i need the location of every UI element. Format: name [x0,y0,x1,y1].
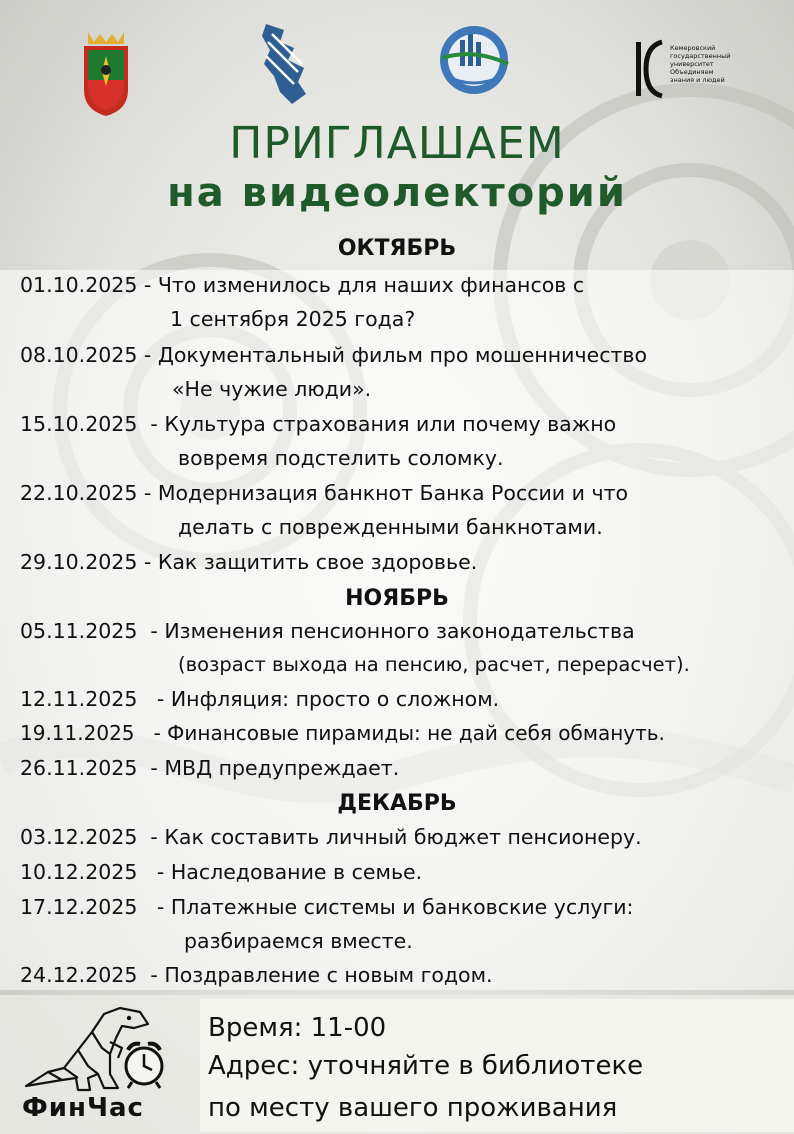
event-title: Изменения пенсионного законодательства [164,619,635,643]
event-date: 17.12.2025 [20,895,138,919]
event-date: 12.11.2025 [20,687,138,711]
event-date: 03.12.2025 [20,825,138,849]
event-title: Как защитить свое здоровье. [157,550,478,574]
event-separator: - [134,721,168,745]
university-mark-icon [634,36,668,102]
schedule-item [20,890,633,958]
university-slogan-line: знания и людей [670,76,725,84]
logo-row [0,14,794,114]
university-name-line: государственный [670,52,731,60]
event-title-cont: (возраст выхода на пенсию, расчет, перерасчет). [178,653,690,676]
event-separator: - [137,619,165,643]
event-title-cont: вовремя подстелить соломку. [178,446,504,470]
event-separator: - [137,895,171,919]
event-separator: - [137,343,158,367]
schedule-item [20,682,499,716]
event-separator: - [137,273,158,297]
schedule-item [20,407,616,475]
schedule-item [20,820,642,854]
event-date: 15.10.2025 [20,412,138,436]
schedule-item [20,476,628,544]
schedule-item [20,958,493,992]
event-title-cont: делать с поврежденными банкнотами. [178,515,603,539]
schedule-item [20,545,477,579]
event-date: 05.11.2025 [20,619,138,643]
event-title: Что изменилось для наших финансов с [157,273,585,297]
event-info-box [200,999,794,1132]
event-date: 24.12.2025 [20,963,138,987]
university-slogan-line: Объединяем [670,68,714,76]
event-date: 22.10.2025 [20,481,138,505]
event-title: Поздравление с новым годом. [164,963,493,987]
event-title: Как составить личный бюджет пенсионеру. [164,825,642,849]
event-title: Наследование в семье. [170,860,423,884]
event-separator: - [137,687,171,711]
university-name-line: университет [670,60,714,68]
title-line-1: ПРИГЛАШАЕМ [229,118,565,169]
schedule-item [20,268,584,336]
event-title: Финансовые пирамиды: не дай себя обмануть. [167,721,665,745]
event-title: Платежные системы и банковские услуги: [170,895,634,919]
event-title: Модернизация банкнот Банка России и что [157,481,629,505]
event-address: Адрес: уточняйте в библиотеке [208,1051,644,1081]
event-address-cont: по месту вашего проживания [208,1093,618,1123]
event-separator: - [137,860,171,884]
event-separator: - [137,756,165,780]
event-title: Инфляция: просто о сложном. [170,687,500,711]
event-separator: - [137,550,158,574]
event-date: 01.10.2025 [20,273,138,297]
event-title-cont: 1 сентября 2025 года? [170,307,416,331]
schedule-item [20,716,665,750]
event-time: Время: 11-00 [208,1013,387,1043]
schedule-item [20,614,690,682]
brand-name: ФинЧас [22,1093,144,1123]
month-heading-october: ОКТЯБРЬ [337,236,457,261]
event-date: 29.10.2025 [20,550,138,574]
event-title-cont: «Не чужие люди». [172,377,372,401]
event-title: МВД предупреждает. [164,756,400,780]
event-separator: - [137,412,165,436]
month-heading-december: ДЕКАБРЬ [337,791,457,816]
event-separator: - [137,481,158,505]
event-title-cont: разбираемся вместе. [184,929,413,953]
event-title: Культура страхования или почему важно [164,412,617,436]
event-separator: - [137,963,165,987]
dinosaur-clock-logo [18,1002,168,1094]
alarm-clock-icon [126,1044,162,1088]
financial-literacy-logo [432,18,516,102]
schedule-item [20,751,399,785]
coat-of-arms-icon [76,28,136,118]
event-date: 10.12.2025 [20,860,138,884]
schedule-item [20,855,422,889]
event-date: 26.11.2025 [20,756,138,780]
event-separator: - [137,825,165,849]
event-date: 19.11.2025 [20,721,135,745]
schedule-item [20,338,647,406]
month-heading-november: НОЯБРЬ [345,586,449,611]
event-title: Документальный фильм про мошенничество [157,343,648,367]
university-name-line: Кемеровский [670,44,716,52]
title-line-2: на видеолекторий [167,170,627,216]
event-date: 08.10.2025 [20,343,138,367]
region-map-icon [258,22,310,106]
university-logo [634,36,744,106]
